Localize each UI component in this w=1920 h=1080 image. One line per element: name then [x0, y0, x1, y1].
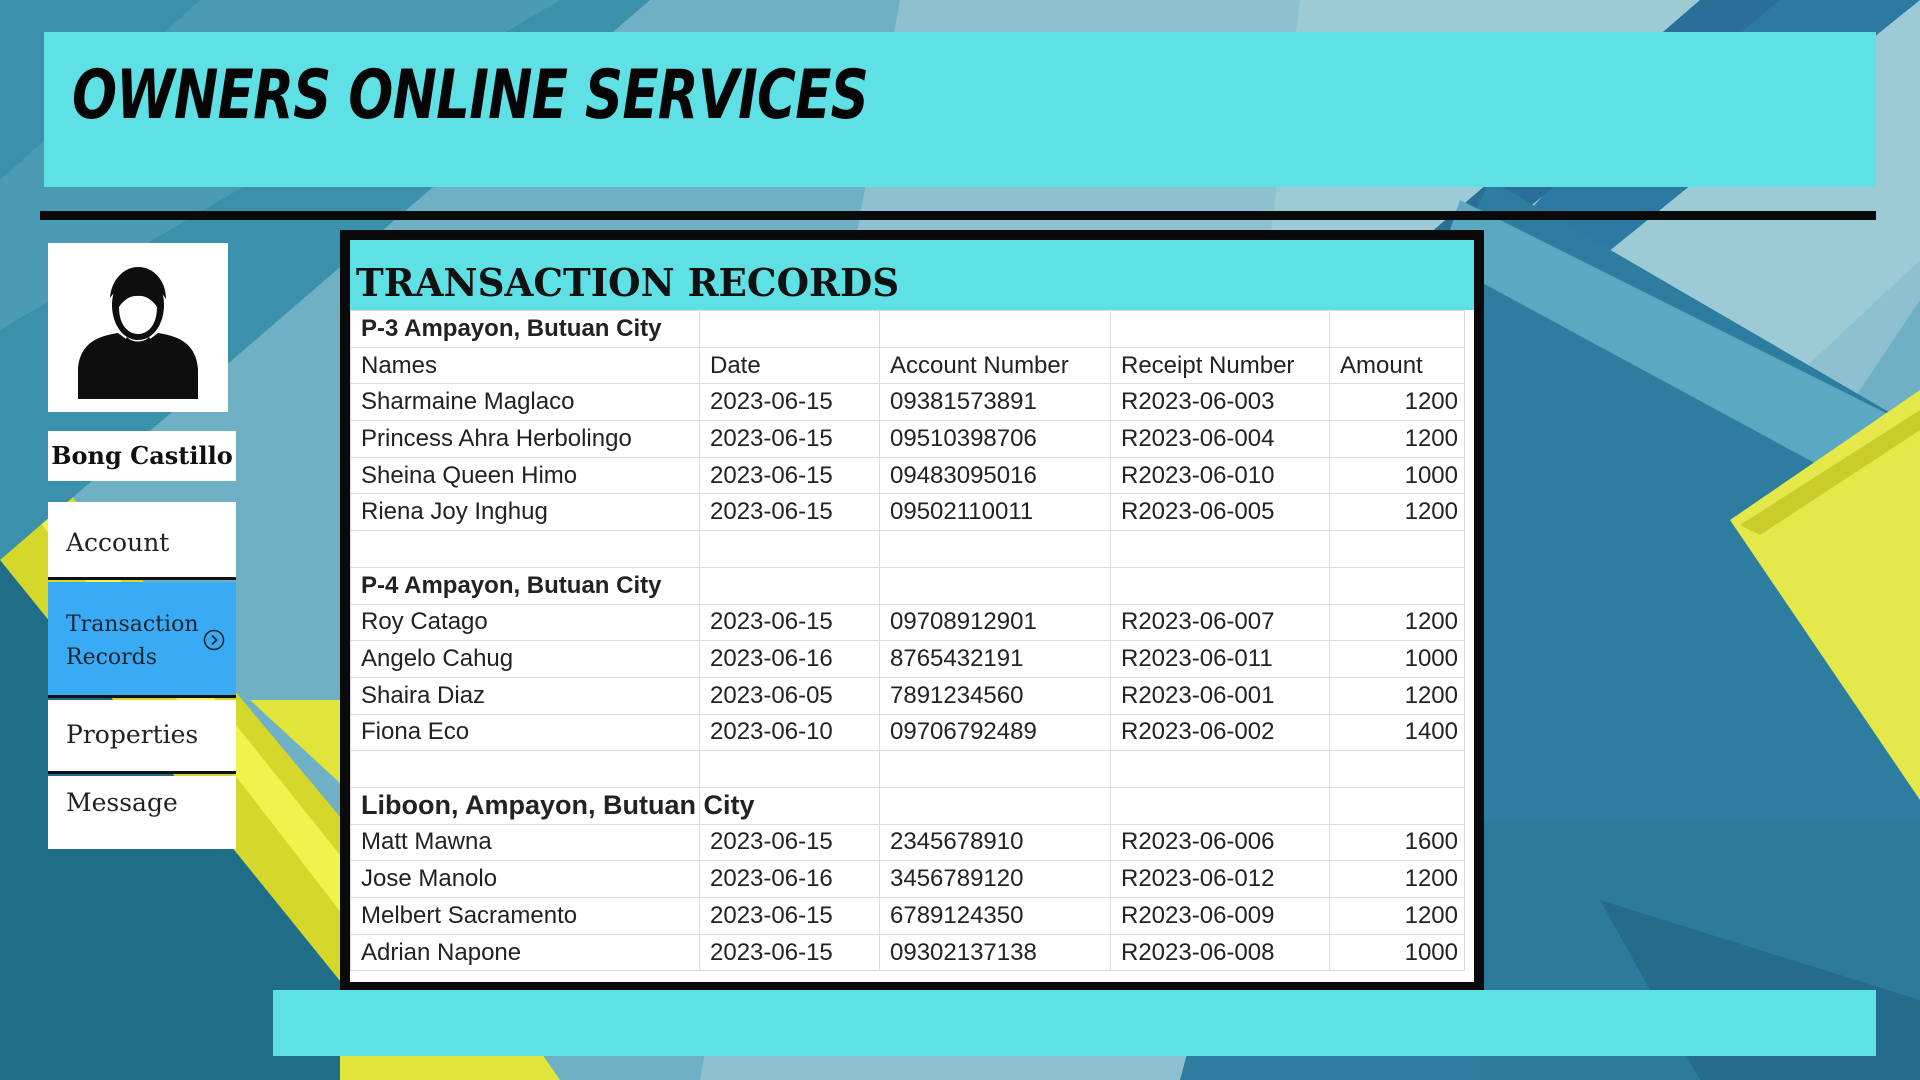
name-cell: Fiona Eco: [351, 714, 700, 751]
nav-properties-label: Properties: [66, 720, 199, 749]
receipt-number-cell: R2023-06-008: [1111, 934, 1330, 971]
date-cell: 2023-06-15: [700, 384, 880, 421]
receipt-number-cell: R2023-06-012: [1111, 861, 1330, 898]
amount-cell: 1400: [1330, 714, 1465, 751]
column-header-date: Date: [700, 347, 880, 384]
amount-cell: 1200: [1330, 384, 1465, 421]
account-number-cell: 09502110011: [880, 494, 1111, 531]
receipt-number-cell: R2023-06-003: [1111, 384, 1330, 421]
empty-cell: [880, 531, 1111, 568]
nav-account-label: Account: [66, 528, 170, 557]
name-cell: Sheina Queen Himo: [351, 457, 700, 494]
name-cell: Adrian Napone: [351, 934, 700, 971]
name-cell: Jose Manolo: [351, 861, 700, 898]
app-title: OWNERS ONLINE SERVICES: [72, 56, 869, 135]
spacer-row: [351, 531, 1465, 568]
empty-cell: [1111, 531, 1330, 568]
footer-bar: [273, 990, 1876, 1056]
name-cell: Angelo Cahug: [351, 641, 700, 678]
avatar: [48, 243, 228, 412]
date-cell: 2023-06-15: [700, 824, 880, 861]
date-cell: 2023-06-15: [700, 421, 880, 458]
app-header: [44, 32, 1876, 187]
amount-cell: 1000: [1330, 934, 1465, 971]
receipt-number-cell: R2023-06-010: [1111, 457, 1330, 494]
table-row[interactable]: [351, 677, 1465, 714]
records-title: TRANSACTION RECORDS: [356, 260, 900, 305]
account-number-cell: 09483095016: [880, 457, 1111, 494]
header-divider: [40, 211, 1876, 220]
column-header-receipt-number: Receipt Number: [1111, 347, 1330, 384]
chevron-right-circle-icon: [203, 629, 225, 651]
empty-cell: [1330, 567, 1465, 604]
amount-cell: 1600: [1330, 824, 1465, 861]
empty-cell: [700, 567, 880, 604]
amount-cell: 1200: [1330, 421, 1465, 458]
nav-message[interactable]: [48, 776, 236, 849]
receipt-number-cell: R2023-06-011: [1111, 641, 1330, 678]
section-row: [351, 787, 1465, 824]
table-row[interactable]: [351, 604, 1465, 641]
empty-cell: [1330, 787, 1465, 824]
receipt-number-cell: R2023-06-005: [1111, 494, 1330, 531]
amount-cell: 1000: [1330, 641, 1465, 678]
receipt-number-cell: R2023-06-001: [1111, 677, 1330, 714]
amount-cell: 1000: [1330, 457, 1465, 494]
table-row[interactable]: [351, 898, 1465, 935]
account-number-cell: 09302137138: [880, 934, 1111, 971]
nav-transaction-records[interactable]: [48, 582, 236, 698]
receipt-number-cell: R2023-06-007: [1111, 604, 1330, 641]
amount-cell: 1200: [1330, 494, 1465, 531]
account-number-cell: 09510398706: [880, 421, 1111, 458]
records-header: [350, 240, 1474, 310]
empty-cell: [1111, 567, 1330, 604]
empty-cell: [700, 531, 880, 568]
name-cell: Roy Catago: [351, 604, 700, 641]
receipt-number-cell: R2023-06-002: [1111, 714, 1330, 751]
empty-cell: [880, 567, 1111, 604]
table-row[interactable]: [351, 641, 1465, 678]
table-row[interactable]: [351, 934, 1465, 971]
section-row: [351, 311, 1465, 348]
records-table: [350, 310, 1465, 971]
account-number-cell: 2345678910: [880, 824, 1111, 861]
empty-cell: [880, 311, 1111, 348]
empty-cell: [1111, 311, 1330, 348]
name-cell: Princess Ahra Herbolingo: [351, 421, 700, 458]
table-row[interactable]: [351, 494, 1465, 531]
table-row[interactable]: [351, 457, 1465, 494]
empty-cell: [880, 751, 1111, 788]
section-location: Liboon, Ampayon, Butuan City: [351, 787, 700, 824]
nav-account[interactable]: [48, 502, 236, 580]
empty-cell: [1330, 311, 1465, 348]
date-cell: 2023-06-05: [700, 677, 880, 714]
amount-cell: 1200: [1330, 898, 1465, 935]
receipt-number-cell: R2023-06-004: [1111, 421, 1330, 458]
account-number-cell: 8765432191: [880, 641, 1111, 678]
receipt-number-cell: R2023-06-009: [1111, 898, 1330, 935]
date-cell: 2023-06-15: [700, 934, 880, 971]
empty-cell: [351, 751, 700, 788]
account-number-cell: 09706792489: [880, 714, 1111, 751]
spacer-row: [351, 751, 1465, 788]
empty-cell: [1330, 531, 1465, 568]
empty-cell: [1330, 751, 1465, 788]
receipt-number-cell: R2023-06-006: [1111, 824, 1330, 861]
table-row[interactable]: [351, 861, 1465, 898]
user-name: Bong Castillo: [48, 431, 236, 481]
account-number-cell: 6789124350: [880, 898, 1111, 935]
column-header-row: [351, 347, 1465, 384]
user-silhouette-icon: [48, 243, 228, 412]
nav-message-label: Message: [66, 788, 178, 817]
table-row[interactable]: [351, 384, 1465, 421]
empty-cell: [1111, 751, 1330, 788]
section-row: [351, 567, 1465, 604]
section-location: P-3 Ampayon, Butuan City: [351, 311, 700, 348]
account-number-cell: 09708912901: [880, 604, 1111, 641]
empty-cell: [700, 751, 880, 788]
account-number-cell: 09381573891: [880, 384, 1111, 421]
records-panel: [340, 230, 1484, 990]
table-row[interactable]: [351, 824, 1465, 861]
empty-cell: [351, 531, 700, 568]
date-cell: 2023-06-10: [700, 714, 880, 751]
date-cell: 2023-06-15: [700, 457, 880, 494]
amount-cell: 1200: [1330, 604, 1465, 641]
name-cell: Matt Mawna: [351, 824, 700, 861]
empty-cell: [700, 311, 880, 348]
column-header-names: Names: [351, 347, 700, 384]
amount-cell: 1200: [1330, 677, 1465, 714]
account-number-cell: 7891234560: [880, 677, 1111, 714]
date-cell: 2023-06-15: [700, 604, 880, 641]
column-header-account-number: Account Number: [880, 347, 1111, 384]
table-row[interactable]: [351, 421, 1465, 458]
account-number-cell: 3456789120: [880, 861, 1111, 898]
name-cell: Melbert Sacramento: [351, 898, 700, 935]
name-cell: Riena Joy Inghug: [351, 494, 700, 531]
empty-cell: [1111, 787, 1330, 824]
name-cell: Sharmaine Maglaco: [351, 384, 700, 421]
nav-properties[interactable]: [48, 700, 236, 774]
date-cell: 2023-06-16: [700, 641, 880, 678]
column-header-amount: Amount: [1330, 347, 1465, 384]
nav-transaction-records-label: Transaction Records: [66, 612, 199, 670]
section-location: P-4 Ampayon, Butuan City: [351, 567, 700, 604]
date-cell: 2023-06-15: [700, 494, 880, 531]
name-cell: Shaira Diaz: [351, 677, 700, 714]
table-row[interactable]: [351, 714, 1465, 751]
amount-cell: 1200: [1330, 861, 1465, 898]
date-cell: 2023-06-16: [700, 861, 880, 898]
empty-cell: [880, 787, 1111, 824]
date-cell: 2023-06-15: [700, 898, 880, 935]
records-panel-inner: [350, 240, 1474, 982]
